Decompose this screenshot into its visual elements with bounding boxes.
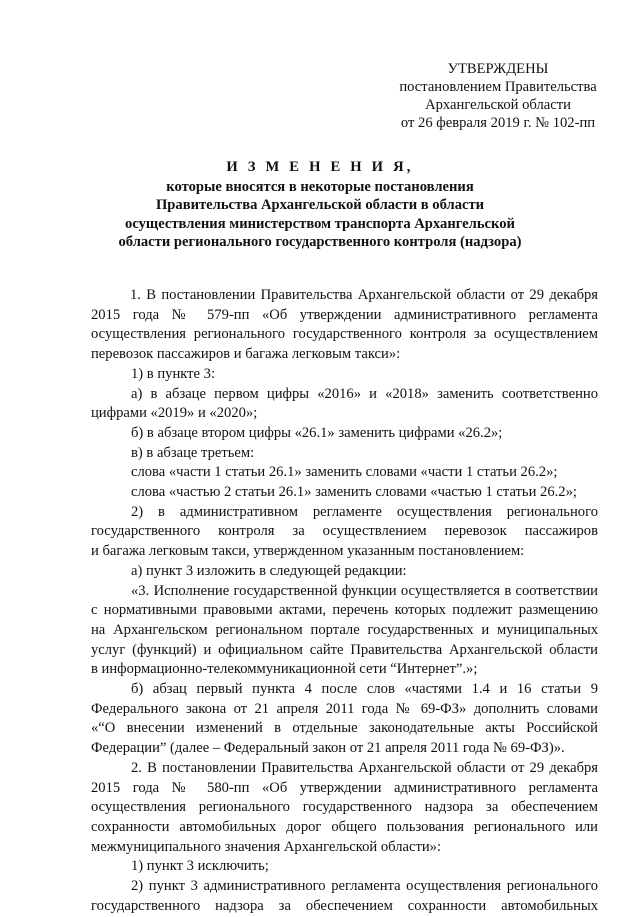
body-line: в) в абзаце третьем:	[131, 444, 255, 461]
body-line: Федерации” (далее – Федеральный закон от 21 апреля 2011 года № 69-ФЗ)».	[91, 740, 565, 757]
body-line: государственного контроля за осуществлением перевозок пассажиров	[91, 523, 598, 540]
body-line: б) в абзаце втором цифры «26.1» заменить цифрами «26.2»;	[131, 424, 503, 441]
body-line: на Архангельском региональном портале государственных и муниципальных	[91, 621, 598, 638]
title-line: области регионального государственного контроля (надзора)	[118, 234, 522, 250]
body-line: государственного надзора за обеспечением сохранности автомобильных	[91, 897, 598, 914]
body-line: с нормативными правовыми актами, перечень которых подлежит размещению	[91, 602, 598, 619]
approval-line: Архангельской области	[425, 97, 571, 113]
title-heading: И З М Е Н Е Н И Я,	[226, 159, 414, 175]
approval-line: постановлением Правительства	[399, 79, 597, 95]
body-line: 2015 года № 579-пп «Об утверждении административного регламента	[91, 306, 598, 323]
body-line: 1) пункт 3 исключить;	[131, 858, 269, 875]
body-line: Федерального закона от 21 апреля 2011 года № 69-ФЗ» дополнить словами	[91, 700, 598, 717]
body-line: а) пункт 3 изложить в следующей редакции:	[131, 562, 407, 579]
body-line: осуществления регионального государственного надзора за обеспечением	[91, 799, 598, 816]
body-line: и багажа легковым такси, утвержденном указанным постановлением:	[91, 543, 525, 560]
body-line: «3. Исполнение государственной функции осуществляется в соответствии	[131, 582, 598, 599]
body-line: 2015 года № 580-пп «Об утверждении административного регламента	[91, 779, 598, 796]
body-line: 2. В постановлении Правительства Архангельской области от 29 декабря	[131, 759, 598, 776]
title-line: Правительства Архангельской области в области	[155, 197, 485, 213]
body-line: 1) в пункте 3:	[131, 365, 216, 382]
body-line: 1. В постановлении Правительства Архангельской области от 29 декабря	[130, 287, 598, 303]
body-line: б) абзац первый пункта 4 после слов «частями 1.4 и 16 статьи 9	[131, 681, 598, 698]
title-line: которые вносятся в некоторые постановления	[166, 178, 474, 195]
body-line: перевозок пассажиров и багажа легковым такси»:	[91, 346, 401, 363]
approval-line: УТВЕРЖДЕНЫ	[447, 61, 549, 77]
approval-line: от 26 февраля 2019 г. № 102-пп	[400, 115, 596, 131]
body-line: слова «части 1 статьи 26.1» заменить словами «части 1 статьи 26.2»;	[131, 464, 558, 481]
body-line: в информационно-телекоммуникационной сети “Интернет”.»;	[91, 661, 478, 678]
document-title	[90, 158, 550, 252]
document-body	[91, 286, 598, 917]
title-line: осуществления министерством транспорта Архангельской	[125, 215, 515, 232]
body-line: слова «частью 2 статьи 26.1» заменить словами «частью 1 статьи 26.2»;	[131, 484, 577, 501]
body-line: цифрами «2019» и «2020»;	[91, 405, 258, 422]
body-line: «“О внесении изменений в отдельные законодательные акты Российской	[91, 720, 598, 737]
body-line: 2) в административном регламенте осуществления регионального	[131, 503, 598, 520]
body-line: межмуниципального значения Архангельской области»:	[91, 838, 442, 855]
body-line: услуг (функций) и официальном сайте Правительства Архангельской области	[91, 641, 598, 658]
body-line: а) в абзаце первом цифры «2016» и «2018» заменить соответственно	[131, 385, 598, 402]
body-line: 2) пункт 3 административного регламента осуществления регионального	[131, 878, 598, 895]
approval-stamp	[380, 60, 616, 132]
body-line: сохранности автомобильных дорог общего пользования регионального или	[91, 818, 598, 835]
body-line: осуществления регионального государственного контроля за осуществлением	[91, 326, 598, 343]
